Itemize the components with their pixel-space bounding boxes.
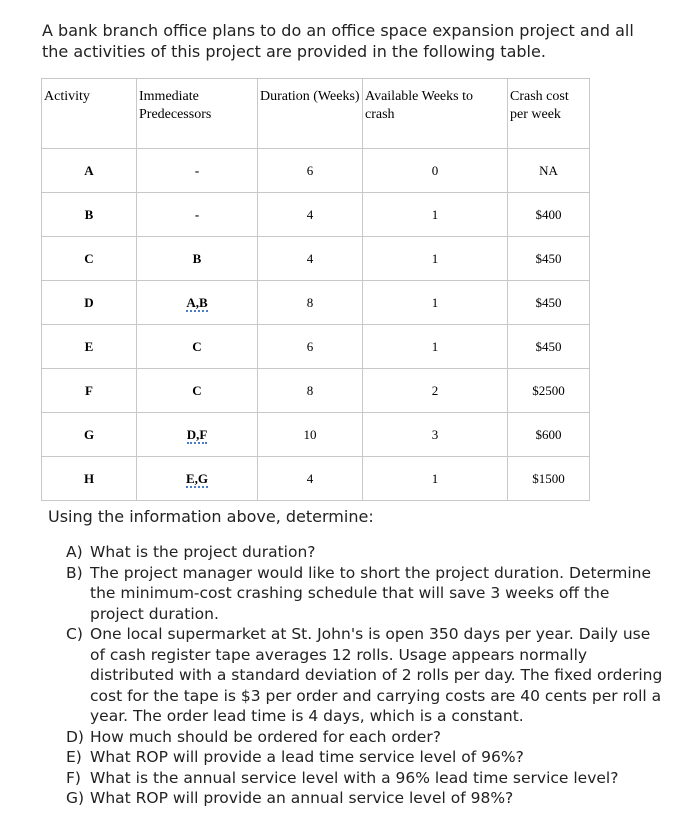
question-text: What ROP will provide a lead time service level of 96%?: [90, 748, 524, 766]
cell-duration: 10: [258, 413, 363, 457]
cell-duration: 4: [258, 193, 363, 237]
question-item: [66, 768, 666, 789]
cell-crash-cost: $400: [508, 193, 590, 237]
cell-crash-cost: $2500: [508, 369, 590, 413]
cell-activity: E: [42, 325, 137, 369]
cell-activity: C: [42, 237, 137, 281]
question-letter: G): [66, 789, 85, 807]
cell-predecessors: B: [137, 237, 258, 281]
question-text: One local supermarket at St. John's is open 350 days per year. Daily use of cash register tape averages 12 rolls. Usage appears normally distributed with a standard deviation of 2 rolls per day. The fixed ordering cost for the tape is $3 per order and carrying costs are 40 cents per roll a year. The order lead time is 4 days, which is a constant.: [90, 625, 663, 725]
header-predecessors: Immediate Predecessors: [137, 79, 258, 149]
question-item: [66, 747, 666, 768]
cell-crash-cost: $1500: [508, 457, 590, 501]
cell-crash-cost: $450: [508, 237, 590, 281]
prompt-text: Using the information above, determine:: [48, 507, 374, 526]
question-item: [66, 788, 666, 809]
question-letter: C): [66, 625, 83, 643]
cell-predecessors: -: [137, 149, 258, 193]
table-row: [42, 281, 590, 325]
table-row: [42, 413, 590, 457]
cell-duration: 4: [258, 457, 363, 501]
question-text: How much should be ordered for each order?: [90, 727, 441, 746]
question-text: The project manager would like to short the project duration. Determine the minimum-cost crashing schedule that will save 3 weeks off the project duration.: [90, 563, 651, 623]
question-letter: E): [66, 748, 82, 766]
cell-activity: F: [42, 369, 137, 413]
cell-available-weeks: 0: [363, 149, 508, 193]
question-text: What ROP will provide an annual service level of 98%?: [90, 789, 514, 807]
question-letter: F): [66, 768, 81, 787]
cell-predecessors: A,B: [137, 281, 258, 325]
table-row: [42, 149, 590, 193]
cell-crash-cost: $600: [508, 413, 590, 457]
question-letter: B): [66, 563, 83, 582]
cell-available-weeks: 1: [363, 281, 508, 325]
cell-predecessors: C: [137, 369, 258, 413]
question-item: [66, 542, 666, 563]
table-body: [42, 149, 590, 501]
cell-duration: 8: [258, 369, 363, 413]
activity-table: [41, 78, 590, 501]
question-item: [66, 624, 666, 727]
cell-available-weeks: 1: [363, 457, 508, 501]
question-letter: D): [66, 727, 84, 746]
question-letter: A): [66, 543, 83, 561]
header-activity: Activity: [42, 79, 137, 149]
cell-duration: 6: [258, 325, 363, 369]
cell-crash-cost: $450: [508, 325, 590, 369]
cell-predecessors: -: [137, 193, 258, 237]
cell-activity: D: [42, 281, 137, 325]
question-text: What is the annual service level with a 96% lead time service level?: [90, 768, 619, 787]
table-row: [42, 457, 590, 501]
header-available-weeks: Available Weeks to crash: [363, 79, 508, 149]
cell-predecessors: C: [137, 325, 258, 369]
question-item: [66, 727, 666, 748]
cell-available-weeks: 3: [363, 413, 508, 457]
table-row: [42, 237, 590, 281]
question-item: [66, 563, 666, 625]
question-text: What is the project duration?: [90, 543, 316, 561]
table-row: [42, 193, 590, 237]
cell-activity: H: [42, 457, 137, 501]
cell-available-weeks: 2: [363, 369, 508, 413]
question-list: [66, 542, 666, 809]
cell-activity: A: [42, 149, 137, 193]
cell-crash-cost: $450: [508, 281, 590, 325]
header-crash-cost: Crash cost per week: [508, 79, 590, 149]
cell-duration: 8: [258, 281, 363, 325]
cell-activity: G: [42, 413, 137, 457]
cell-duration: 6: [258, 149, 363, 193]
cell-available-weeks: 1: [363, 237, 508, 281]
cell-available-weeks: 1: [363, 325, 508, 369]
cell-predecessors: E,G: [137, 457, 258, 501]
cell-duration: 4: [258, 237, 363, 281]
table-row: [42, 325, 590, 369]
table-header-row: [42, 79, 590, 149]
cell-available-weeks: 1: [363, 193, 508, 237]
table-row: [42, 369, 590, 413]
header-duration: Duration (Weeks): [258, 79, 363, 149]
cell-activity: B: [42, 193, 137, 237]
cell-predecessors: D,F: [137, 413, 258, 457]
intro-paragraph: A bank branch office plans to do an office space expansion project and all the activities of this project are provided in the following table.: [42, 21, 634, 61]
cell-crash-cost: NA: [508, 149, 590, 193]
